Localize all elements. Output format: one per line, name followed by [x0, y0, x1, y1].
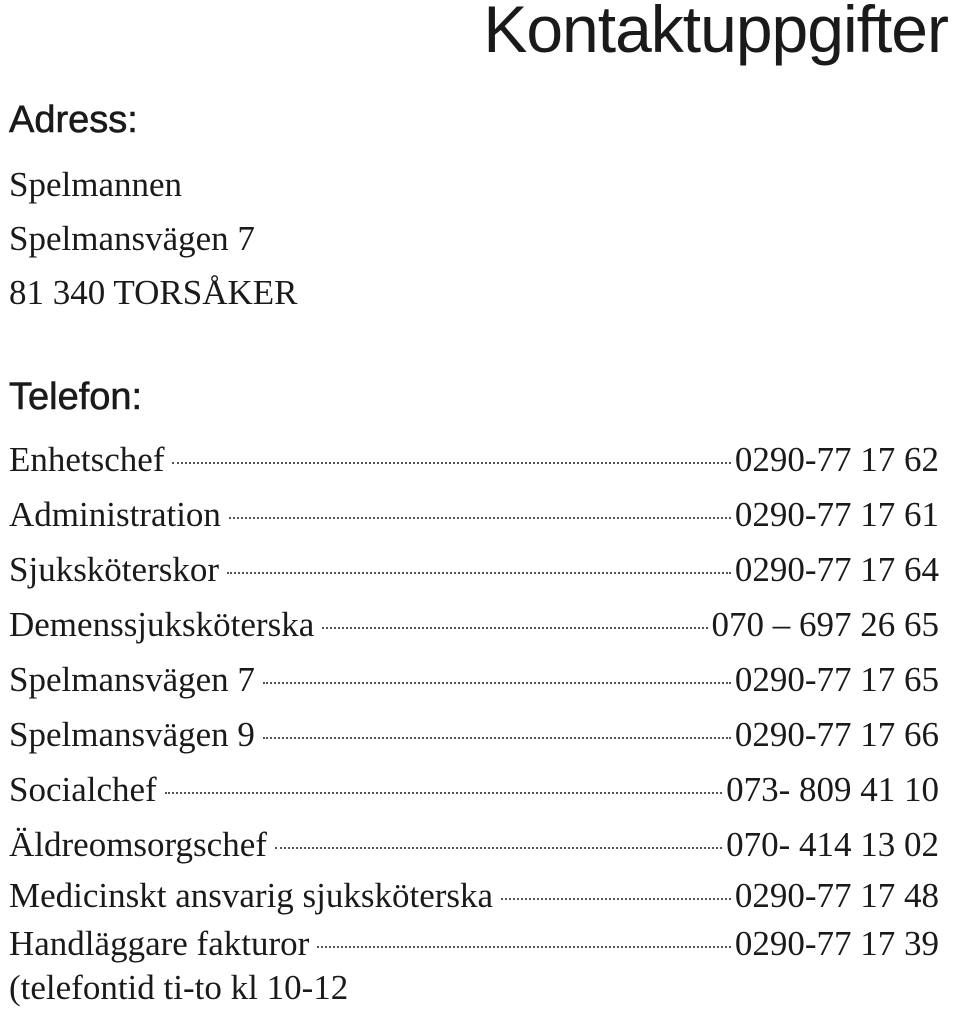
phone-entry-label: Handläggare fakturor — [9, 924, 310, 963]
phone-hours-note: (telefontid ti-to kl 10-12 — [9, 968, 349, 1007]
address-line-name: Spelmannen — [9, 165, 183, 204]
phone-entry-label: Sjuksköterskor — [9, 550, 219, 589]
dot-leader — [322, 627, 707, 629]
dot-leader — [263, 682, 731, 684]
phone-entry-label: Enhetschef — [9, 440, 165, 479]
phone-number: 0290-77 17 64 — [734, 550, 939, 589]
phone-entry-medicinskt-ansvarig — [9, 872, 939, 920]
dot-leader — [229, 517, 731, 519]
dot-leader — [263, 737, 731, 739]
phone-entry-administration — [9, 487, 939, 542]
address-line-postal: 81 340 TORSÅKER — [9, 273, 298, 312]
dot-leader — [317, 946, 731, 948]
dot-leader — [275, 847, 722, 849]
page-title: Kontaktuppgifter — [483, 0, 948, 66]
phone-entry-sjukskoterskor — [9, 542, 939, 597]
phone-number: 070- 414 13 02 — [726, 825, 939, 864]
phone-number: 0290-77 17 61 — [734, 495, 939, 534]
phone-number: 070 – 697 26 65 — [711, 605, 939, 644]
phone-entry-enhetschef — [9, 432, 939, 487]
phone-entry-aldreomsorgschef — [9, 817, 939, 872]
phone-entry-spelmansvagen-7 — [9, 652, 939, 707]
phone-entry-spelmansvagen-9 — [9, 707, 939, 762]
phone-entry-label: Medicinskt ansvarig sjuksköterska — [9, 876, 494, 915]
phone-entry-label: Demenssjuksköterska — [9, 605, 315, 644]
phone-entry-handlaggare-fakturor — [9, 920, 939, 968]
phone-number: 0290-77 17 66 — [734, 715, 939, 754]
phone-number: 0290-77 17 48 — [734, 876, 939, 915]
phone-entry-demenssjukskoterska — [9, 597, 939, 652]
phone-entry-label: Äldreomsorgschef — [9, 825, 267, 864]
phone-number: 0290-77 17 62 — [734, 440, 939, 479]
phone-directory — [9, 432, 939, 968]
phone-entry-label: Administration — [9, 495, 221, 534]
phone-number: 0290-77 17 39 — [734, 924, 939, 963]
address-line-street: Spelmansvägen 7 — [9, 219, 255, 258]
phone-entry-label: Spelmansvägen 7 — [9, 660, 255, 699]
dot-leader — [227, 572, 731, 574]
address-heading: Adress: — [9, 99, 138, 141]
dot-leader — [165, 792, 722, 794]
phone-entry-label: Spelmansvägen 9 — [9, 715, 255, 754]
phone-entry-socialchef — [9, 762, 939, 817]
dot-leader — [501, 898, 731, 900]
phone-heading: Telefon: — [9, 376, 143, 418]
phone-number: 0290-77 17 65 — [734, 660, 939, 699]
phone-number: 073- 809 41 10 — [726, 770, 939, 809]
dot-leader — [172, 462, 730, 464]
address-block — [9, 158, 297, 320]
phone-entry-label: Socialchef — [9, 770, 157, 809]
